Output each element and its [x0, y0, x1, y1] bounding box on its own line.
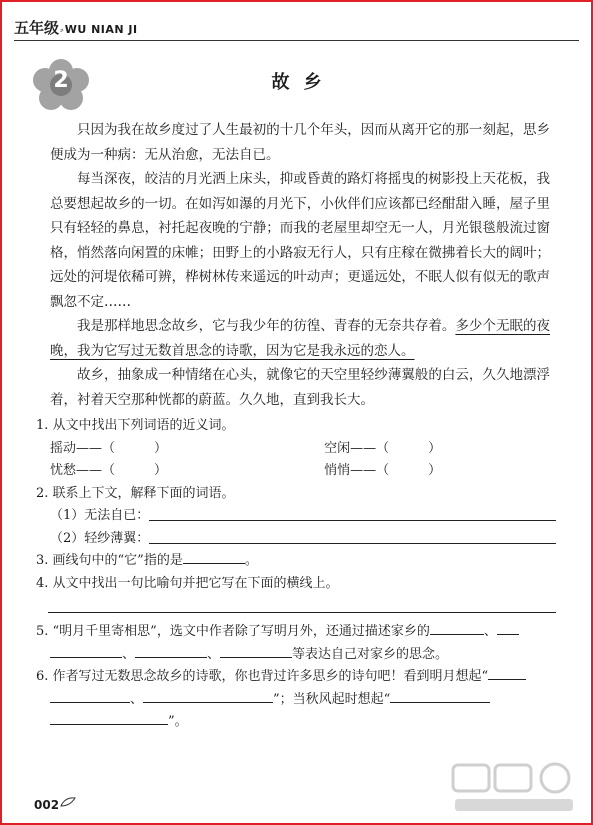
answer-blank[interactable] — [50, 711, 168, 725]
header-divider — [14, 40, 579, 41]
answer-blank[interactable] — [50, 644, 122, 658]
answer-blank[interactable] — [430, 621, 484, 635]
separator: 、 — [130, 691, 144, 707]
question-5-end: 等表达自己对家乡的思念。 — [292, 646, 449, 662]
synonym-word: 摇动—— — [50, 440, 103, 456]
question-3 — [36, 550, 556, 573]
answer-blank[interactable] — [488, 666, 526, 680]
answer-blank[interactable] — [183, 550, 245, 564]
synonym-word: 空闲—— — [324, 440, 377, 456]
pencil-icon: ⸗ — [60, 23, 64, 36]
term-label: （1）无法自已： — [50, 508, 150, 523]
question-4: 4. 从文中找出一句比喻句并把它写在下面的横线上。 — [36, 575, 339, 591]
separator: 、 — [483, 624, 497, 639]
question-3-text: 3. 画线句中的“它”指的是 — [36, 553, 183, 568]
answer-blank[interactable] — [390, 689, 490, 703]
question-6-line-3 — [36, 711, 556, 734]
page-header — [14, 16, 138, 38]
lesson-number: 2 — [53, 68, 69, 93]
answer-blank[interactable] — [135, 644, 207, 658]
answer-line[interactable] — [48, 595, 556, 613]
leaf-icon — [60, 796, 76, 808]
question-6 — [36, 666, 556, 689]
separator: 、 — [207, 646, 221, 662]
question-5 — [36, 621, 556, 644]
passage-paragraph-1: 只因为我在故乡度过了人生最初的十几个年头，因而从离开它的那一刻起，思乡便成为一种病：无从治愈，无法自已。 — [50, 122, 550, 163]
answer-blank[interactable] — [50, 689, 130, 703]
question-5-text: 5. “明月千里寄相思”，选文中作者除了写明月外，还通过描述家乡的 — [36, 624, 430, 639]
question-2-item-1 — [36, 505, 556, 528]
question-2: 2. 联系上下文，解释下面的词语。 — [36, 485, 235, 501]
question-6-end: ”。 — [168, 714, 188, 729]
separator: 、 — [122, 646, 136, 662]
question-6-line-2 — [36, 689, 556, 712]
paragraph-3-text: 我是那样地思念故乡，它与我少年的彷徨、青春的无奈共存着。 — [77, 318, 456, 334]
question-1-row-2 — [36, 460, 556, 483]
synonym-answer-slot[interactable]: （ ） — [376, 440, 442, 456]
question-3-end: 。 — [244, 553, 258, 568]
reading-passage — [50, 118, 550, 412]
synonym-word: 忧愁—— — [50, 463, 103, 478]
answer-blank[interactable] — [220, 644, 292, 658]
synonym-word: 悄悄—— — [324, 463, 377, 478]
question-1: 1. 从文中找出下列词语的近义词。 — [36, 418, 235, 433]
question-6-mid: ”；当秋风起时想起“ — [273, 691, 391, 707]
passage-paragraph-4: 故乡，抽象成一种情绪在心头，就像它的天空里轻纱薄翼般的白云，久久地漂浮着，衬着天空那种恍都的蔚蓝。久久地，直到我长大。 — [50, 367, 550, 408]
synonym-answer-slot[interactable]: （ ） — [102, 463, 168, 478]
answer-line[interactable] — [149, 528, 556, 544]
question-6-text: 6. 作者写过无数思念故乡的诗歌，你也背过许多思乡的诗句吧！看到明月想起“ — [36, 669, 489, 684]
page-number: 002 — [34, 798, 60, 812]
term-label: （2）轻纱薄翼： — [50, 530, 150, 546]
passage-paragraph-2: 每当深夜，皎洁的月光洒上床头，抑或昏黄的路灯将摇曳的树影投上天花板，我总要想起故乡的一切。在如泻如瀑的月光下，小伙伴们应该都已经酣甜入睡，屋子里只有轻轻的鼻息，衬托起夜晚的宁静；而我的老屋里却空无一人，月光银毯般流过窗格，悄然落向闲置的床帷；田野上的小路寂无行人，只有庄稼在微拂着长大的阔叶；远处的河堤依稀可辨，桦树林传来遥远的叶动声；更遥远处，不眠人似有似无的歌声飘忽不定…… — [50, 171, 550, 310]
synonym-answer-slot[interactable]: （ ） — [376, 463, 442, 478]
grade-label: 五年级 — [14, 19, 60, 37]
underlined-sentence: 多少个无眠的夜晚，我为它写过无数首思念的诗歌，因为它是我永远的恋人。 — [50, 318, 551, 359]
exercise-questions — [36, 415, 556, 734]
synonym-answer-slot[interactable]: （ ） — [102, 440, 168, 456]
answer-line[interactable] — [149, 505, 556, 521]
question-1-row-1 — [36, 438, 556, 461]
lesson-title: 故乡 — [271, 72, 336, 93]
watermark-logo — [451, 761, 579, 817]
grade-pinyin: WU NIAN JI — [64, 23, 138, 36]
answer-blank[interactable] — [497, 621, 519, 635]
passage-paragraph-3 — [50, 314, 550, 363]
answer-blank[interactable] — [143, 689, 273, 703]
question-5-line-2 — [36, 644, 556, 667]
question-2-item-2 — [36, 528, 556, 551]
